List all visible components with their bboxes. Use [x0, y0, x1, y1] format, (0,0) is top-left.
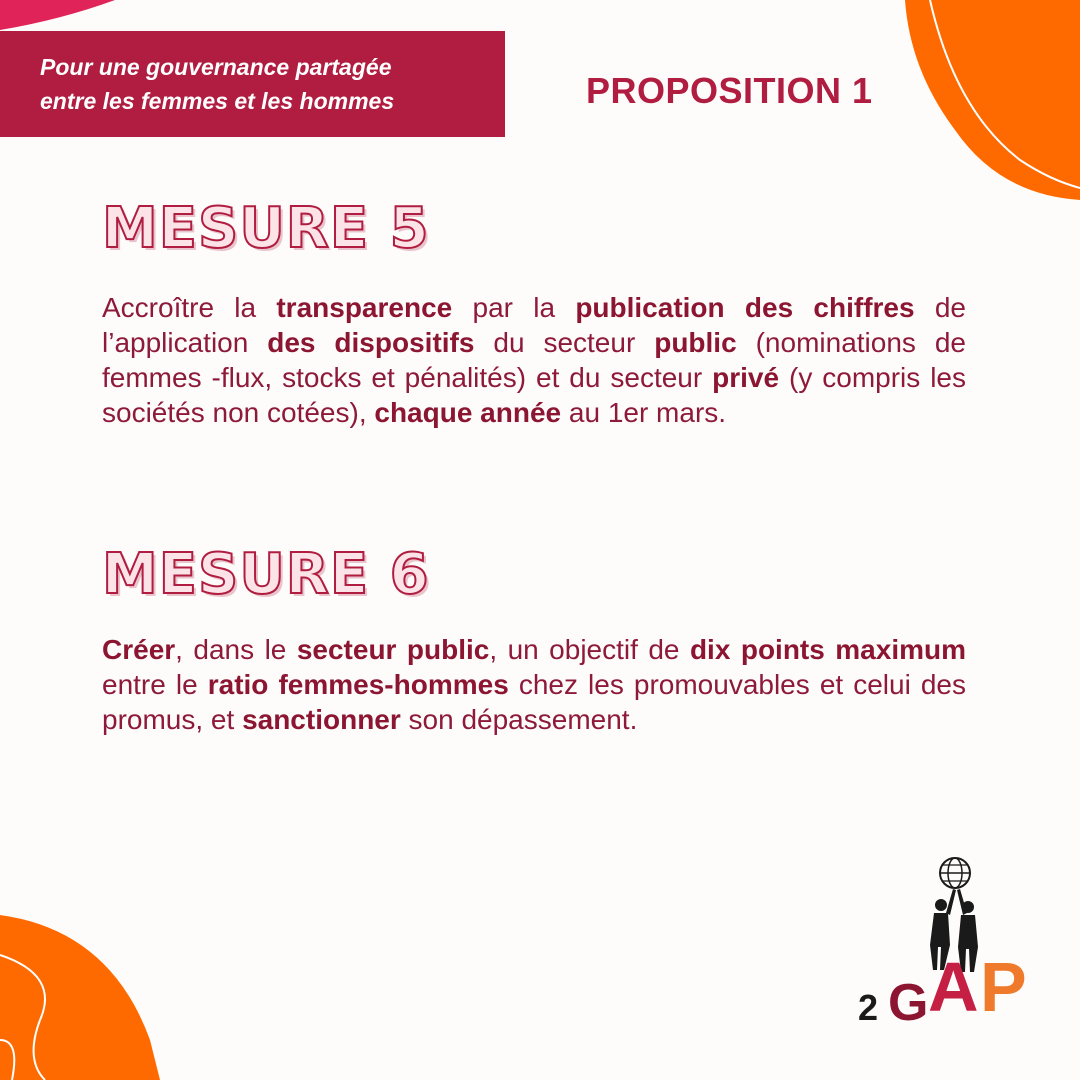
logo-letter-p: P: [980, 948, 1027, 1026]
body-text: Accroître la: [102, 292, 277, 323]
body-text: , un objectif de: [489, 634, 690, 665]
emphasis-text: publication des chiffres: [575, 292, 915, 323]
emphasis-text: dix points maximum: [689, 634, 966, 665]
mesure-5-title: MESURE 5: [102, 196, 430, 261]
body-text: , dans le: [175, 634, 297, 665]
body-text: (y compris les sociétés non cotées),: [102, 362, 966, 428]
emphasis-text: sanctionner: [242, 704, 401, 735]
bottom-left-orange-shape: [0, 915, 160, 1080]
emphasis-text: chaque année: [374, 397, 562, 428]
body-text: chez les promouvables et celui des promus, et: [102, 669, 967, 735]
body-text: par la: [452, 292, 576, 323]
logo-2gap: [858, 855, 1038, 1032]
logo-digit: 2: [858, 987, 879, 1028]
top-left-pink-shape: [0, 0, 115, 30]
emphasis-text: Créer: [102, 634, 176, 665]
logo-letter-a: A: [928, 948, 979, 1026]
logo-letter-g: G: [888, 974, 929, 1032]
proposition-title: PROPOSITION 1: [586, 70, 873, 111]
body-text: au 1er mars.: [561, 397, 727, 428]
mesure-5-paragraph: [102, 290, 966, 430]
emphasis-text: transparence: [276, 292, 453, 323]
body-text: du secteur: [474, 327, 655, 358]
top-right-orange-shape: [905, 0, 1080, 200]
body-text: son dépassement.: [400, 704, 638, 735]
emphasis-text: secteur public: [296, 634, 490, 665]
emphasis-text: ratio femmes-hommes: [207, 669, 509, 700]
header-banner: [0, 31, 505, 137]
emphasis-text: des dispositifs: [267, 327, 475, 358]
body-text: entre le: [102, 669, 208, 700]
emphasis-text: public: [654, 327, 737, 358]
body-text: de l’application: [102, 292, 966, 358]
banner-line-2: entre les femmes et les hommes: [40, 88, 395, 114]
mesure-6-paragraph: [102, 632, 966, 737]
body-text: (nominations de femmes -flux, stocks et pénalités) et du secteur: [102, 327, 966, 393]
banner-line-1: Pour une gouvernance partagée: [40, 54, 392, 80]
mesure-6-title: MESURE 6: [102, 542, 430, 607]
emphasis-text: privé: [712, 362, 780, 393]
